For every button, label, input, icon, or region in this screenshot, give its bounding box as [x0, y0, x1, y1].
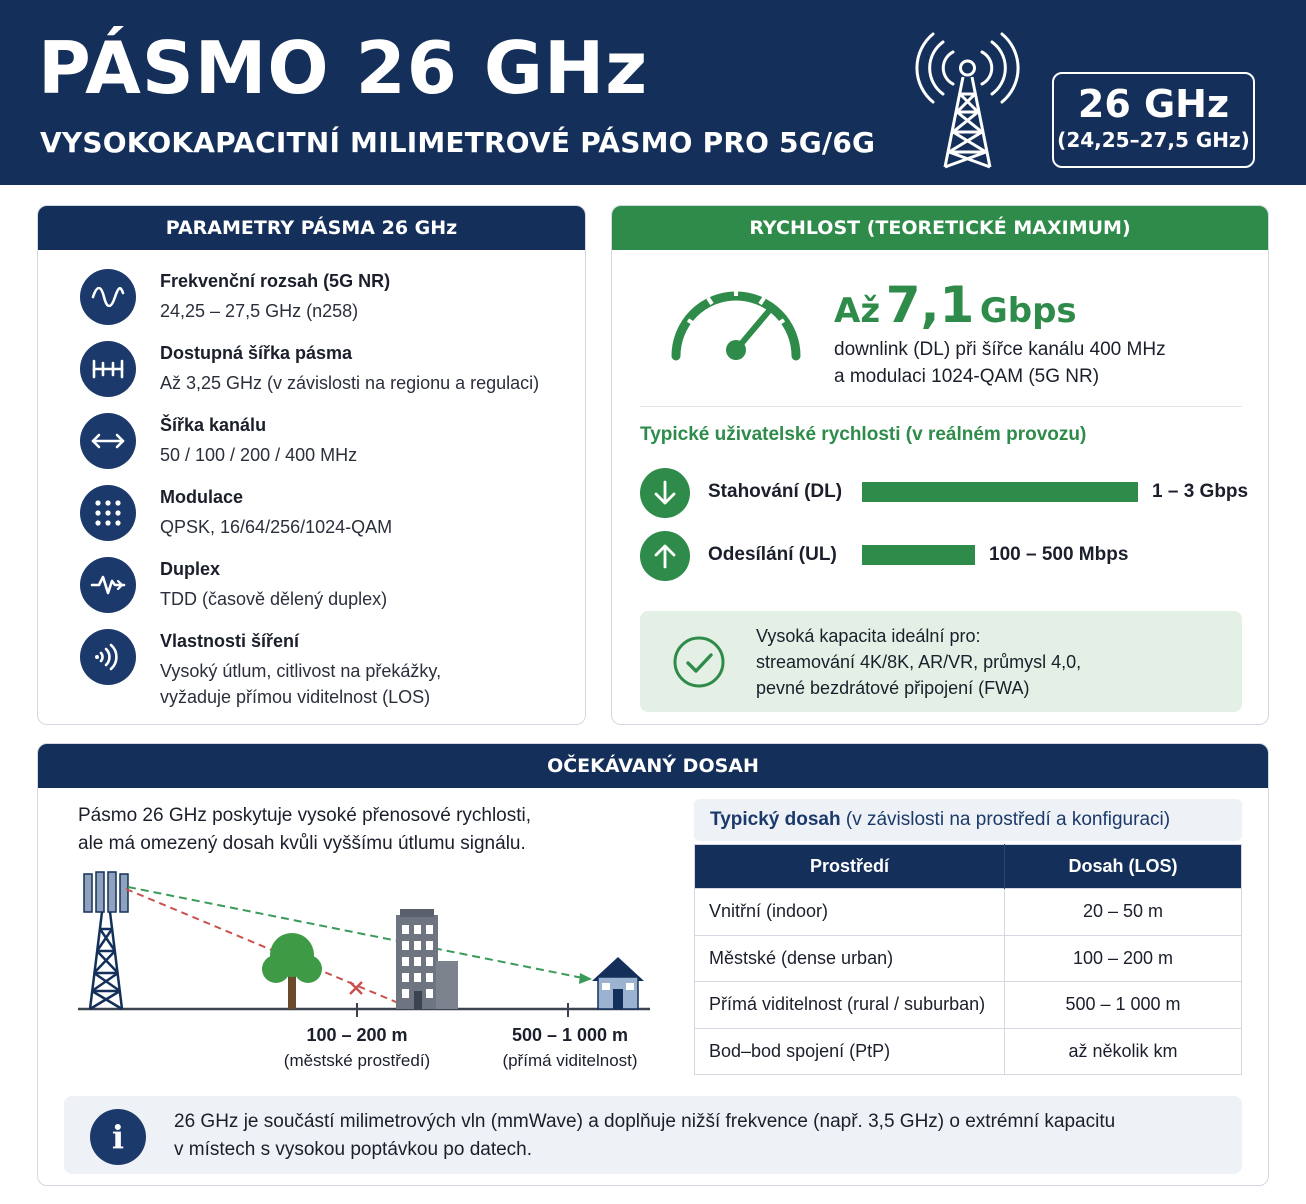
- check-circle-icon: [672, 635, 726, 689]
- bandwidth-icon: [80, 341, 136, 397]
- blocked-signal-path: [126, 889, 408, 1007]
- table-row: [695, 1028, 1242, 1075]
- param-title: Frekvenční rozsah (5G NR): [160, 271, 391, 291]
- param-desc: TDD (časově dělený duplex): [160, 589, 388, 609]
- rate-bar-upload: [862, 545, 975, 565]
- page-subtitle: VYSOKOKAPACITNÍ MILIMETROVÉ PÁSMO PRO 5G/6G: [40, 126, 876, 159]
- param-desc: 24,25 – 27,5 GHz (n258): [160, 301, 359, 321]
- param-desc: Vysoký útlum, citlivost na překážky,: [160, 661, 442, 681]
- antenna-tower-icon: [905, 22, 1030, 172]
- range-table-title-rest: (v závislosti na prostředí a konfiguraci): [840, 809, 1171, 830]
- param-desc: 50 / 100 / 200 / 400 MHz: [160, 445, 358, 465]
- signal-waves-icon: [80, 629, 136, 685]
- range-card: [37, 743, 1269, 1186]
- divider: [640, 406, 1242, 407]
- param-title: Dostupná šířka pásma: [160, 343, 353, 363]
- table-row: [695, 935, 1242, 982]
- cell-range: až několik km: [1005, 1028, 1242, 1075]
- table-row: [695, 889, 1242, 936]
- param-title: Modulace: [160, 487, 244, 507]
- max-speed-unit: Gbps: [979, 291, 1077, 331]
- info-text-line-2: v místech s vysokou poptávkou po datech.: [174, 1139, 533, 1160]
- house-icon: [592, 957, 644, 1009]
- max-speed-desc-1: downlink (DL) při šířce kanálu 400 MHz: [834, 339, 1166, 360]
- range-intro-line-2: ale má omezený dosah kvůli vyššímu útlumu signálu.: [78, 833, 526, 854]
- range-table-title-bold: Typický dosah: [710, 809, 841, 830]
- cell-range: 100 – 200 m: [1005, 935, 1242, 982]
- cell-range: 20 – 50 m: [1005, 889, 1242, 936]
- rate-value: 1 – 3 Gbps: [1152, 481, 1249, 502]
- rate-value: 100 – 500 Mbps: [989, 544, 1129, 565]
- page-title: PÁSMO 26 GHz: [38, 26, 649, 110]
- tree-icon: [262, 933, 322, 1009]
- column-header-environment: Prostředí: [695, 845, 1005, 889]
- range-intro-line-1: Pásmo 26 GHz poskytuje vysoké přenosové rychlosti,: [78, 805, 532, 826]
- table-header-row: [695, 845, 1242, 889]
- los-signal-path: [128, 887, 588, 979]
- capacity-line-3: pevné bezdrátové připojení (FWA): [756, 678, 1030, 698]
- max-speed-value: [834, 276, 1166, 334]
- info-icon: i: [90, 1109, 146, 1165]
- cell-environment: Městské (dense urban): [695, 935, 1005, 982]
- rate-bar-track: [862, 482, 1138, 502]
- cell-range: 500 – 1 000 m: [1005, 982, 1242, 1029]
- capacity-line-1: Vysoká kapacita ideální pro:: [756, 626, 981, 646]
- dot-grid-icon: [80, 485, 136, 541]
- range-table: [694, 844, 1242, 1075]
- pulse-icon: [80, 557, 136, 613]
- max-speed-number: 7,1: [885, 276, 975, 334]
- arrow-up-icon: [640, 531, 690, 581]
- rate-row-download: [640, 468, 1250, 518]
- typical-speeds-title: Typické uživatelské rychlosti (v reálném provozu): [640, 424, 1087, 445]
- mark2-environment: (přímá viditelnost): [502, 1051, 638, 1070]
- param-desc: QPSK, 16/64/256/1024-QAM: [160, 517, 393, 537]
- header-banner: [0, 0, 1306, 185]
- capacity-box: [640, 611, 1242, 712]
- sine-wave-icon: [80, 269, 136, 325]
- speed-card: [611, 205, 1269, 725]
- cell-environment: Bod–bod spojení (PtP): [695, 1028, 1005, 1075]
- param-desc-line2: vyžaduje přímou viditelnost (LOS): [160, 687, 431, 707]
- info-text-line-1: 26 GHz je součástí milimetrových vln (mmWave) a doplňuje nižší frekvence (např. 3,5 GHz) o extrémní kapacitu: [174, 1111, 1116, 1132]
- band-badge: [1052, 72, 1255, 168]
- mark2-distance: 500 – 1 000 m: [511, 1025, 629, 1045]
- column-header-range: Dosah (LOS): [1005, 845, 1242, 889]
- max-speed-desc-2: a modulaci 1024-QAM (5G NR): [834, 366, 1100, 387]
- rate-label: Stahování (DL): [708, 481, 843, 502]
- band-badge-range: (24,25–27,5 GHz): [1057, 127, 1250, 152]
- speedometer-icon: [668, 276, 804, 366]
- table-row: [695, 982, 1242, 1029]
- los-arrow-head: [579, 973, 592, 984]
- capacity-line-2: streamování 4K/8K, AR/VR, průmysl 4,0,: [756, 652, 1082, 672]
- parameters-heading: PARAMETRY PÁSMA 26 GHz: [38, 206, 585, 250]
- cell-environment: Vnitřní (indoor): [695, 889, 1005, 936]
- mark1-environment: (městské prostředí): [283, 1051, 431, 1070]
- cell-environment: Přímá viditelnost (rural / suburban): [695, 982, 1005, 1029]
- rate-label: Odesílání (UL): [708, 544, 837, 565]
- range-heading: OČEKÁVANÝ DOSAH: [38, 744, 1268, 788]
- parameters-card: [37, 205, 586, 725]
- param-desc: Až 3,25 GHz (v závislosti na regionu a regulaci): [160, 373, 540, 393]
- info-note: [64, 1096, 1242, 1174]
- rate-row-upload: [640, 531, 1250, 581]
- range-diagram: [78, 869, 658, 1099]
- speed-heading: RYCHLOST (TEORETICKÉ MAXIMUM): [612, 206, 1268, 250]
- cell-tower-icon: [84, 872, 128, 1009]
- range-table-title: [694, 799, 1242, 841]
- param-title: Vlastnosti šíření: [160, 631, 300, 651]
- param-title: Duplex: [160, 559, 221, 579]
- max-speed-prefix: Až: [834, 291, 881, 331]
- double-arrow-icon: [80, 413, 136, 469]
- rate-bar-download: [862, 482, 1138, 502]
- band-badge-frequency: 26 GHz: [1077, 82, 1230, 126]
- arrow-down-icon: [640, 468, 690, 518]
- mark1-distance: 100 – 200 m: [306, 1025, 408, 1045]
- param-title: Šířka kanálu: [160, 415, 267, 435]
- building-icon: [396, 909, 458, 1009]
